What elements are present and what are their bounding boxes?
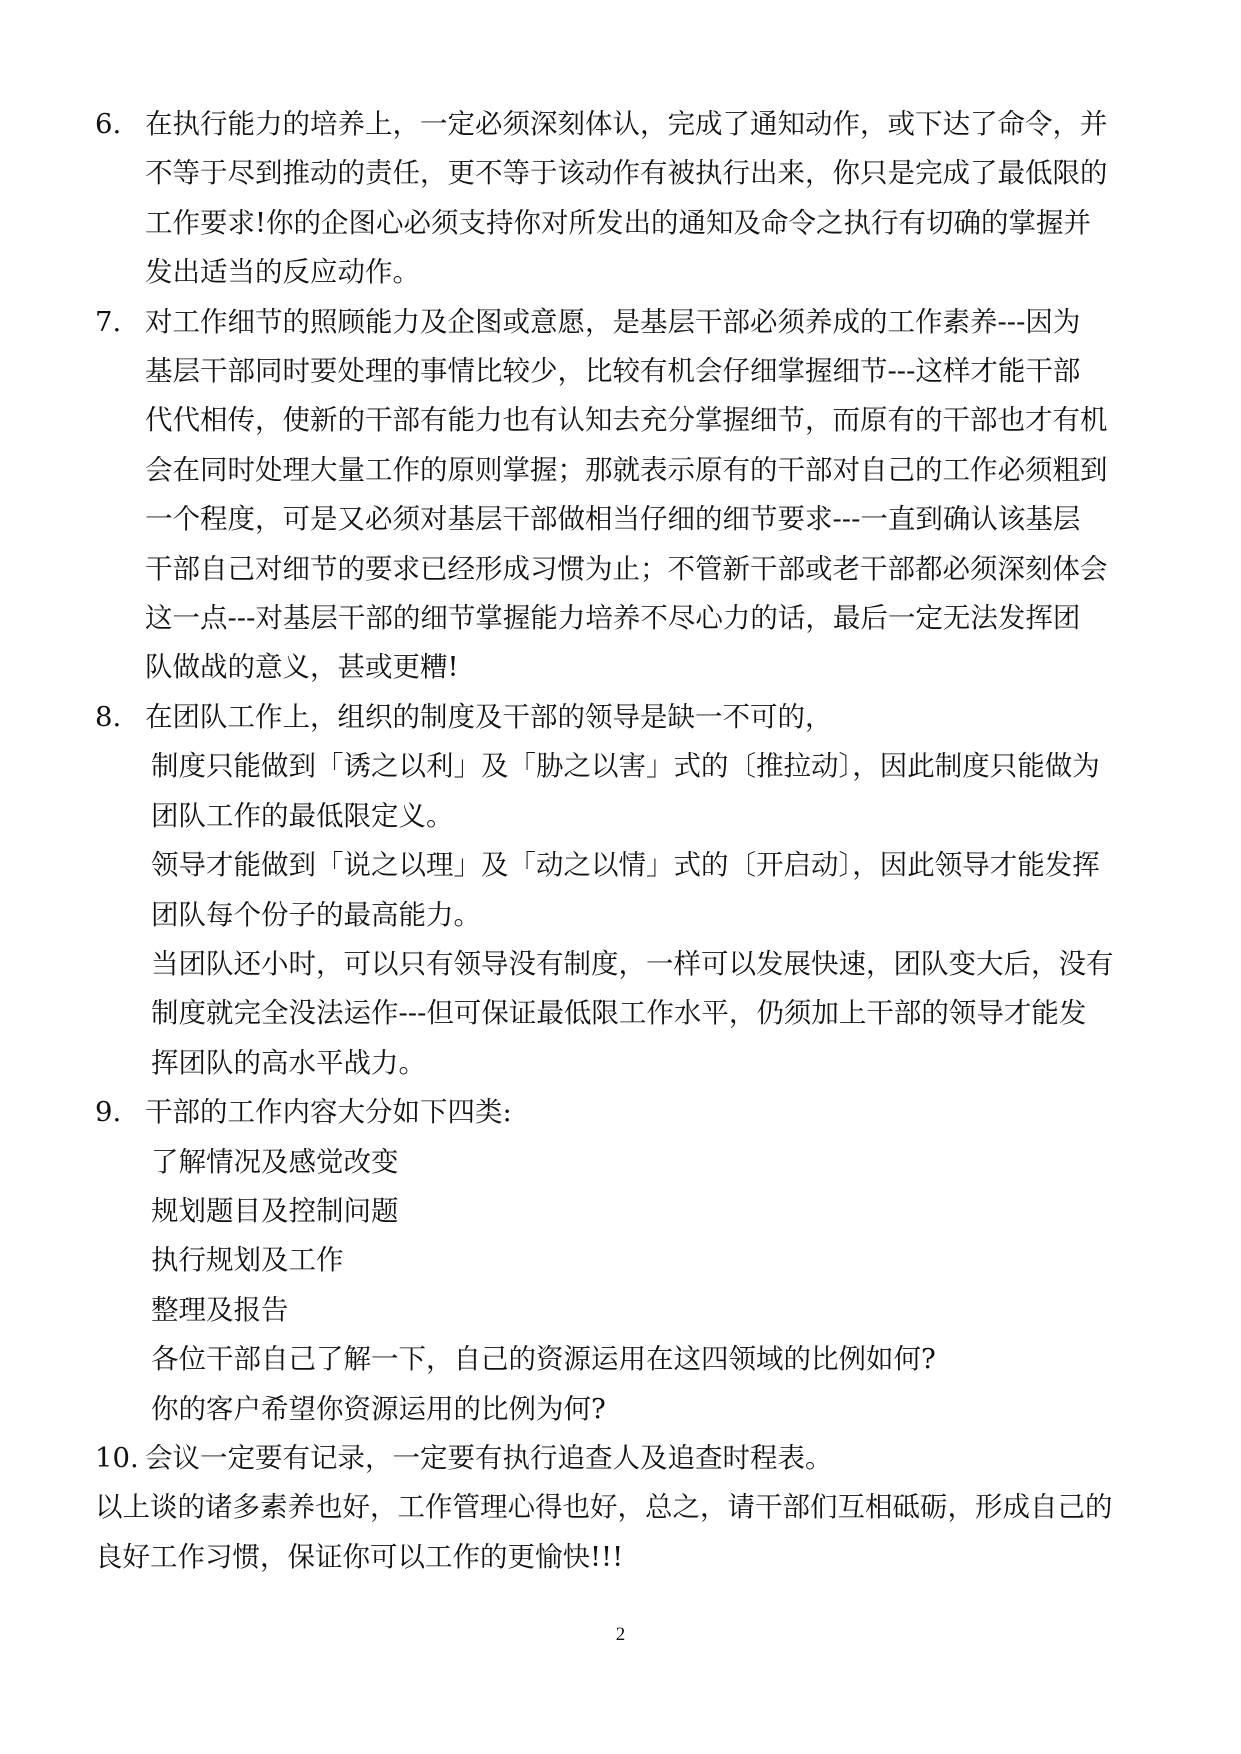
item-text-line: 在执行能力的培养上，一定必须深刻体认，完成了通知动作，或下达了命令，并 bbox=[145, 108, 1108, 140]
document-body bbox=[95, 100, 1155, 1582]
item-number: 9. bbox=[95, 1096, 122, 1129]
sub-paragraph-line: 各位干部自己了解一下，自己的资源运用在这四领域的比例如何? bbox=[151, 1343, 936, 1376]
sub-paragraph-line: 团队每个份子的最高能力。 bbox=[151, 898, 481, 931]
list-item-8 bbox=[95, 693, 1155, 1088]
sub-paragraph-line: 制度就完全没法运作---但可保证最低限工作水平，仍须加上干部的领导才能发 bbox=[151, 997, 1087, 1030]
list-item-10 bbox=[95, 1434, 1155, 1483]
item-number: 8. bbox=[95, 700, 122, 733]
item-text-line: 一个程度，可是又必须对基层干部做相当仔细的细节要求---一直到确认该基层 bbox=[145, 503, 1081, 536]
item-text-line: 不等于尽到推动的责任，更不等于该动作有被执行出来，你只是完成了最低限的 bbox=[145, 157, 1108, 190]
sub-paragraph-line: 领导才能做到「说之以理」及「动之以情」式的〔开启动〕，因此领导才能发挥 bbox=[151, 849, 1100, 882]
list-item-9 bbox=[95, 1088, 1155, 1434]
item-text-line: 工作要求!你的企图心必须支持你对所发出的通知及命令之执行有切确的掌握并 bbox=[145, 206, 1092, 239]
sub-paragraph-line: 挥团队的高水平战力。 bbox=[151, 1046, 426, 1079]
item-text-line: 队做战的意义，甚或更糟! bbox=[145, 651, 459, 684]
item-text-line: 基层干部同时要处理的事情比较少，比较有机会仔细掌握细节---这样才能干部 bbox=[145, 355, 1081, 388]
item-text-line: 这一点---对基层干部的细节掌握能力培养不尽心力的话，最后一定无法发挥团 bbox=[145, 602, 1081, 635]
item-text-line: 干部自己对细节的要求已经形成习惯为止；不管新干部或老干部都必须深刻体会 bbox=[145, 552, 1108, 585]
item-text-line: 代代相传，使新的干部有能力也有认知去充分掌握细节，而原有的干部也才有机 bbox=[145, 404, 1108, 437]
sub-paragraph-line: 执行规划及工作 bbox=[151, 1244, 344, 1277]
sub-paragraph-line: 规划题目及控制问题 bbox=[151, 1194, 399, 1227]
item-text-line: 干部的工作内容大分如下四类: bbox=[145, 1096, 512, 1129]
page-number: 2 bbox=[615, 1624, 626, 1645]
closing-line: 以上谈的诸多素养也好，工作管理心得也好，总之，请干部们互相砥砺，形成自己的 bbox=[95, 1491, 1113, 1524]
closing-line: 良好工作习惯，保证你可以工作的更愉快!!! bbox=[95, 1540, 624, 1573]
closing-paragraph bbox=[95, 1483, 1155, 1582]
item-text-line: 对工作细节的照顾能力及企图或意愿，是基层干部必须养成的工作素养---因为 bbox=[145, 305, 1081, 338]
item-text-line: 会议一定要有记录，一定要有执行追查人及追查时程表。 bbox=[145, 1441, 833, 1474]
item-text-line: 在团队工作上，组织的制度及干部的领导是缺一不可的， bbox=[145, 700, 833, 733]
list-item-7 bbox=[95, 298, 1155, 693]
item-number: 10. bbox=[95, 1441, 139, 1474]
item-number: 7. bbox=[95, 305, 122, 338]
sub-paragraph-line: 制度只能做到「诱之以利」及「胁之以害」式的〔推拉动〕，因此制度只能做为 bbox=[151, 750, 1100, 783]
sub-paragraph-line: 了解情况及感觉改变 bbox=[151, 1145, 399, 1178]
item-text-line: 发出适当的反应动作。 bbox=[145, 256, 420, 289]
sub-paragraph-line: 当团队还小时，可以只有领导没有制度，一样可以发展快速，团队变大后，没有 bbox=[151, 947, 1114, 980]
sub-paragraph-line: 团队工作的最低限定义。 bbox=[151, 799, 454, 832]
sub-paragraph-line: 整理及报告 bbox=[151, 1293, 289, 1326]
item-number: 6. bbox=[95, 108, 122, 140]
sub-paragraph-line: 你的客户希望你资源运用的比例为何? bbox=[151, 1392, 606, 1425]
list-item-6 bbox=[95, 100, 1155, 298]
item-text-line: 会在同时处理大量工作的原则掌握；那就表示原有的干部对自己的工作必须粗到 bbox=[145, 453, 1108, 486]
